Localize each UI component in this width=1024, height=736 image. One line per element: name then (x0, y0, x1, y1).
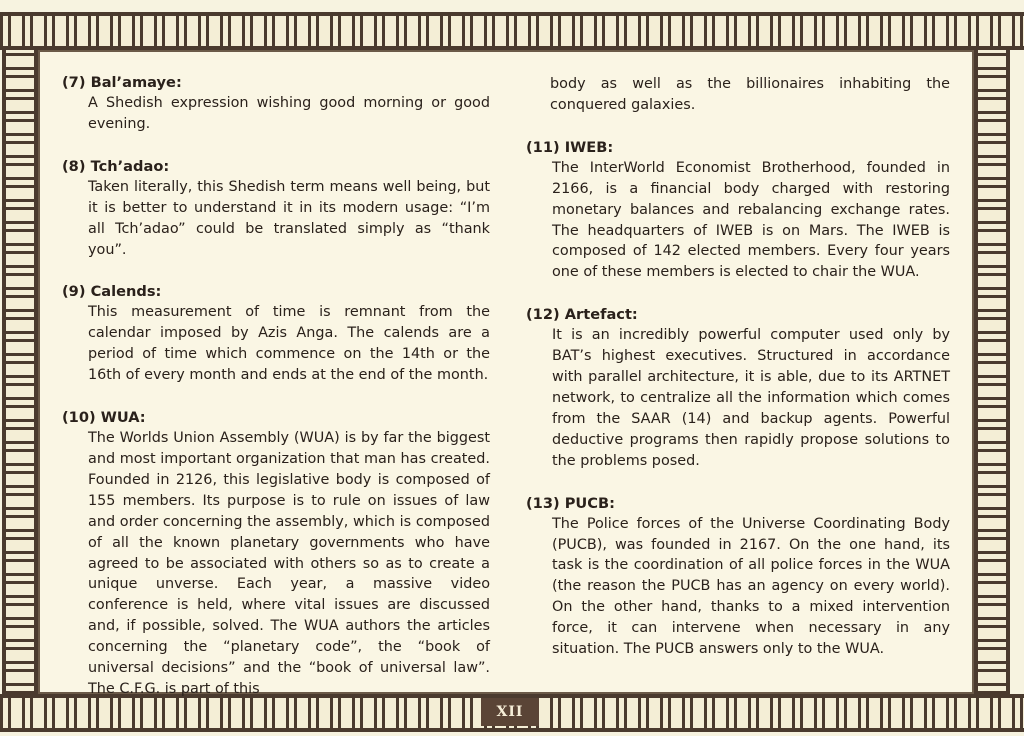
glossary-entry (526, 137, 950, 283)
left-column (62, 72, 490, 721)
greek-key-border-left (2, 50, 38, 694)
continued-text: body as well as the billionaires inhabiting the conquered galaxies. (550, 76, 950, 113)
entry-body: Taken literally, this Shedish term means well being, but it is better to understand it in its modern usage: “I’m all Tch’adao” could be translated simply as “thank you”. (88, 178, 490, 258)
entry-heading: (13) PUCB: (526, 494, 615, 512)
glossary-entry (526, 304, 950, 471)
entry-heading: (11) IWEB: (526, 138, 614, 156)
page-number: XII (481, 698, 539, 726)
glossary-entry (62, 281, 490, 386)
entry-body: This measurement of time is remnant from the calendar imposed by Azis Anga. The calends are a period of time which commence on the 14th or the 16th of every month and ends at the end of the month. (88, 304, 490, 384)
entry-body: The Police forces of the Universe Coordinating Body (PUCB), was founded in 2167. On the one hand, its task is the coordination of all police forces in the WUA (the reason the PUCB has an agency on every world). On the other hand, thanks to a mixed intervention force, it can intervene when necessary in any situation. The PUCB answers only to the WUA. (552, 515, 950, 658)
glossary-entry (62, 156, 490, 261)
entry-heading: (8) Tch’adao: (62, 157, 170, 175)
entry-body: It is an incredibly powerful computer used only by BAT’s highest executives. Structured in accordance with parallel architecture, it is able, due to its ARTNET network, to centralize all the information which comes from the SAAR (14) and backup agents. Powerful deductive programs then rapidly propose solutions to the problems posed. (552, 327, 950, 469)
glossary-entry (62, 407, 490, 700)
glossary-entry (526, 493, 950, 660)
entry-body: The InterWorld Economist Brotherhood, founded in 2166, is a financial body charged with restoring monetary balances and rebalancing exchange rates. The headquarters of IWEB is on Mars. The IWEB is composed of 142 elected members. Every four years one of these members is elected to chair the WUA. (552, 159, 950, 281)
entry-heading: (12) Artefact: (526, 306, 638, 324)
entry-body: The Worlds Union Assembly (WUA) is by far the biggest and most important organization that man has created. Founded in 2126, this legislative body is composed of 155 members. Its purpose is to rule on issues of law and order concerning the assembly, which is composed of all the known planetary governments who have agreed to be associated with others so as to create a unique unverse. Each year, a massive video conference is held, where vital issues are discussed and, if possible, solved. The WUA authors the articles concerning the “planetary code”, the “book of universal decisions” and the “book of universal law”. The C.F.G. is part of this (88, 430, 490, 697)
entry-heading: (10) WUA: (62, 409, 146, 427)
entry-heading: (7) Bal’amaye: (62, 74, 182, 91)
greek-key-border-top (0, 12, 1024, 50)
entry-heading: (9) Calends: (62, 283, 162, 301)
right-column (526, 74, 950, 681)
greek-key-border-right (974, 50, 1010, 694)
glossary-entry (62, 72, 490, 135)
entry-body: A Shedish expression wishing good morning or good evening. (88, 95, 490, 132)
